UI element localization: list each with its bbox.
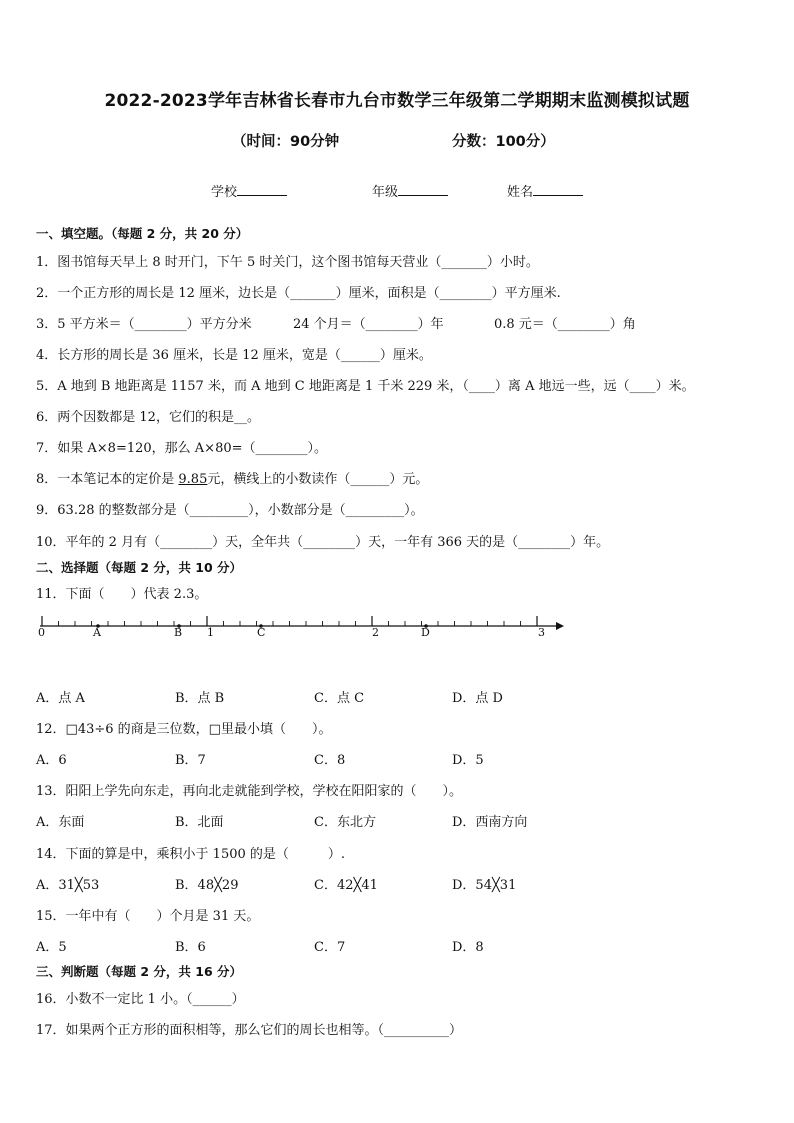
number-line-label-0: 0 [38,626,45,639]
question-3c: 0.8 元＝（________）角 [494,317,636,332]
number-line-label-d: D [421,626,430,639]
question-8 [36,468,428,487]
section-fill-heading: 一、填空题。（每题 2 分，共 20 分） [36,226,249,241]
grade-field[interactable] [372,181,448,200]
question-8-prefix: 8．一本笔记本的定价是 [36,472,179,487]
question-11: 11．下面（ ）代表 2.3。 [36,587,208,602]
q13-option-d[interactable]: D．西南方向 [452,815,528,830]
q14-option-b[interactable]: B．48╳29 [175,878,239,893]
exam-time: （时间：90分钟 [232,134,340,150]
section-judge-heading: 三、判断题（每题 2 分，共 16 分） [36,964,243,979]
question-9: 9．63.28 的整数部分是（_________），小数部分是（_________）。 [36,503,424,518]
question-12: 12．□43÷6 的商是三位数，□里最小填（ ）。 [36,722,332,737]
grade-label: 年级 [372,185,399,200]
school-label: 学校 [211,185,238,200]
q12-option-b[interactable]: B．7 [175,753,206,768]
name-field[interactable] [507,181,583,200]
question-16: 16．小数不一定比 1 小。（______） [36,992,245,1007]
question-1: 1．图书馆每天早上 8 时开门，下午 5 时关门，这个图书馆每天营业（_______）小时。 [36,255,539,270]
q15-option-a[interactable]: A．5 [36,940,67,955]
q14-option-c[interactable]: C．42╳41 [314,878,378,893]
grade-blank [398,183,448,196]
q14-option-a[interactable]: A．31╳53 [36,878,100,893]
question-8-suffix: 元，横线上的小数读作（______）元。 [207,472,429,487]
number-line [36,612,576,644]
question-13: 13．阳阳上学先向东走，再向北走就能到学校，学校在阳阳家的（ ）。 [36,784,463,799]
section-choice-heading: 二、选择题（每题 2 分，共 10 分） [36,560,243,575]
q13-option-a[interactable]: A．东面 [36,815,85,830]
q11-option-a[interactable]: A．点 A [36,691,85,706]
number-line-label-c: C [257,626,266,639]
question-10: 10．平年的 2 月有（________）天，全年共（________）天，一年有 366 天的是（________）年。 [36,535,610,550]
question-5: 5．A 地到 B 地距离是 1157 米，而 A 地到 C 地距离是 1 千米 229 米，（____）离 A 地远一些，远（____）米。 [36,379,695,394]
exam-score: 分数：100分） [452,134,555,150]
question-14: 14．下面的算是中，乘积小于 1500 的是（ ）. [36,847,346,862]
page-title: 2022-2023学年吉林省长春市九台市数学三年级第二学期期末监测模拟试题 [104,91,690,111]
question-17: 17．如果两个正方形的面积相等，那么它们的周长也相等。（__________） [36,1023,463,1038]
q11-option-d[interactable]: D．点 D [452,691,503,706]
question-8-number: 9.85 [178,472,208,487]
number-line-label-2: 2 [372,626,379,639]
number-line-label-3: 3 [538,626,545,639]
number-line-arrow [556,622,564,630]
number-line-label-1: 1 [207,626,214,639]
q14-option-d[interactable]: D．54╳31 [452,878,517,893]
question-3a: 3．5 平方米＝（________）平方分米 [36,317,252,332]
question-3b: 24 个月＝（________）年 [293,317,444,332]
q15-option-b[interactable]: B．6 [175,940,206,955]
q12-option-c[interactable]: C．8 [314,753,346,768]
school-blank [237,183,287,196]
number-line-label-a: A [93,626,101,639]
q11-option-b[interactable]: B．点 B [175,691,225,706]
q12-option-d[interactable]: D．5 [452,753,484,768]
question-15: 15．一年中有（ ）个月是 31 天。 [36,909,260,924]
q12-option-a[interactable]: A．6 [36,753,67,768]
question-6: 6．两个因数都是 12，它们的积是__。 [36,410,260,425]
number-line-ticks [42,616,537,626]
q11-option-c[interactable]: C．点 C [314,691,365,706]
question-2: 2．一个正方形的周长是 12 厘米，边长是（_______）厘米，面积是（________）平方厘米. [36,286,561,301]
q13-option-b[interactable]: B．北面 [175,815,224,830]
school-field[interactable] [211,181,287,200]
q15-option-c[interactable]: C．7 [314,940,346,955]
q13-option-c[interactable]: C．东北方 [314,815,376,830]
number-line-label-b: B [174,626,183,639]
name-blank [533,183,583,196]
question-7: 7．如果 A×8=120，那么 A×80=（________）。 [36,441,328,456]
q15-option-d[interactable]: D．8 [452,940,484,955]
question-4: 4．长方形的周长是 36 厘米，长是 12 厘米，宽是（______）厘米。 [36,348,432,363]
name-label: 姓名 [507,185,534,200]
